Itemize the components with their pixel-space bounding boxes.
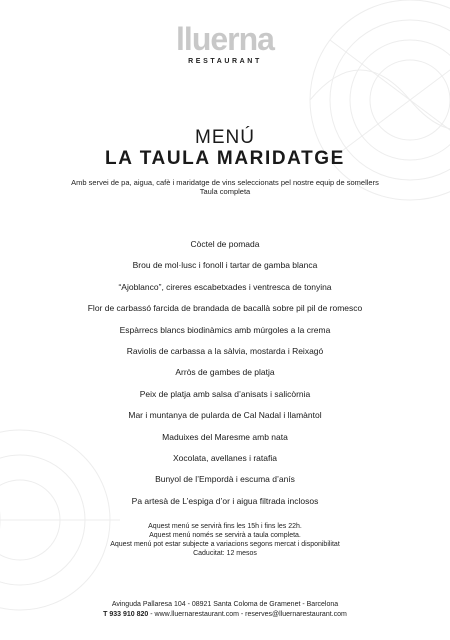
menu-heading [0, 128, 450, 196]
dish-item: Peix de platja amb salsa d’anisats i salicòrnia [139, 388, 311, 399]
dish-item: Espàrrecs blancs biodinàmics amb múrgoles a la crema [119, 324, 331, 335]
dish-item: Arròs de gambes de platja [175, 367, 275, 378]
dish-item: Mar i muntanya de pularda de Cal Nadal i llamàntol [128, 410, 322, 421]
dish-item: Flor de carbassó farcida de brandada de bacallà sobre pil pil de romesco [87, 303, 363, 314]
menu-subtitle: LA TAULA MARIDATGE [105, 148, 345, 169]
footer [0, 600, 450, 620]
dish-item: Maduixes del Maresme amb nata [162, 431, 288, 442]
dish-item: Pa artesà de L’espiga d’or i aigua filtrada inclosos [131, 495, 319, 506]
dish-item: Xocolata, avellanes i ratafia [173, 453, 277, 464]
dish-item: Brou de mol·lusc i fonoll i tartar de gamba blanca [132, 260, 318, 271]
footer-contact [0, 610, 450, 620]
footer-address: Avinguda Pallaresa 104 - 08921 Santa Coloma de Gramenet - Barcelona [111, 601, 339, 608]
dish-item: “Ajoblanco”, cireres escabetxades i ventresca de tonyina [118, 281, 332, 292]
dish-list [0, 234, 450, 512]
brand-header [0, 22, 450, 65]
brand-logo: lluerna [176, 21, 274, 57]
brand-subtitle: RESTAURANT [188, 58, 262, 65]
footer-web-email: - www.lluernarestaurant.com - reserves@lluernarestaurant.com [148, 611, 347, 618]
menu-description [0, 178, 450, 196]
dish-item: Raviolis de carbassa a la sàlvia, mostarda i Reixagó [126, 346, 324, 357]
note-line: Aquest menú pot estar subjecte a variacions segons mercat i disponibilitat [110, 541, 340, 548]
dish-item: Bunyol de l’Empordà i escuma d’anís [155, 474, 295, 485]
menu-title: MENÚ [195, 127, 255, 148]
menu-description-line: Amb servei de pa, aigua, cafè i maridatge de vins seleccionats pel nostre equip de somellers [71, 178, 379, 187]
note-line: Aquest menú només se servirà a taula completa. [149, 532, 301, 539]
dish-item: Còctel de pomada [190, 239, 260, 249]
menu-notes [0, 522, 450, 558]
menu-description-line: Taula completa [199, 187, 251, 196]
footer-phone: T 933 910 820 [103, 611, 149, 618]
note-line: Aquest menú se servirà fins les 15h i fins les 22h. [148, 523, 302, 530]
note-line: Caducitat: 12 mesos [193, 550, 257, 557]
